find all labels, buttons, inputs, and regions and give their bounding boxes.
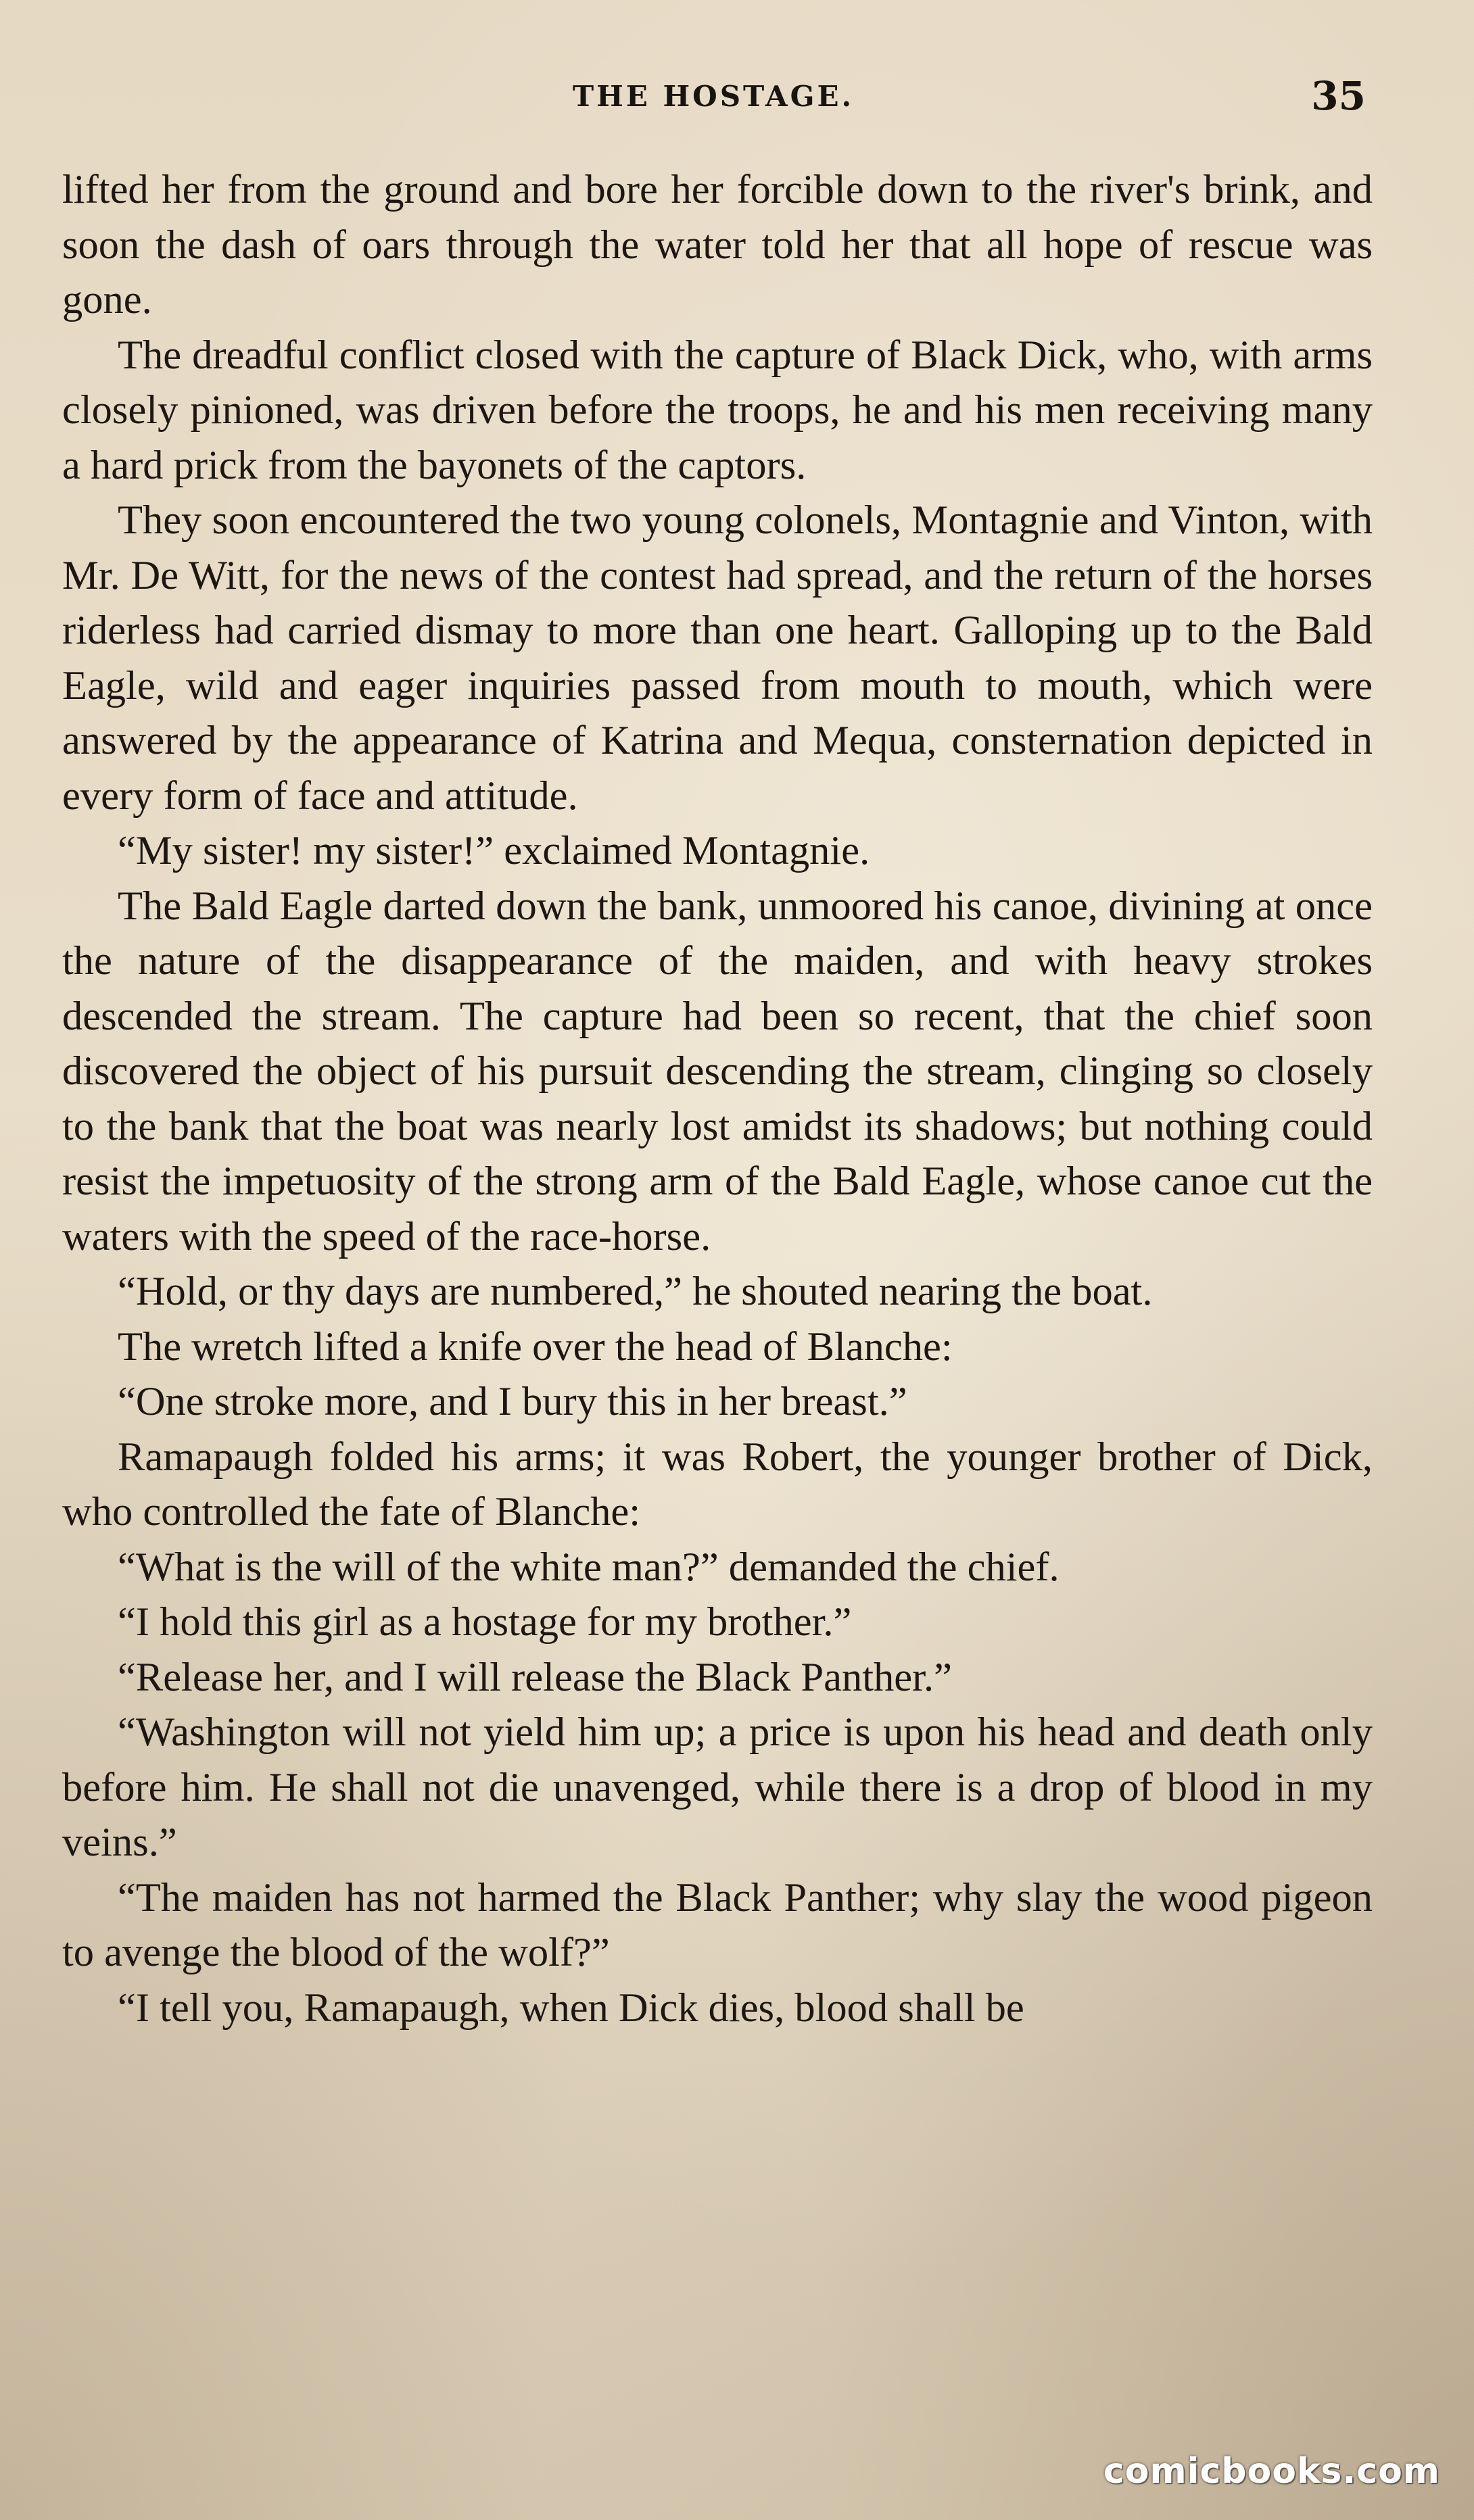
paragraph: “Release her, and I will release the Black Panther.”	[118, 1654, 952, 1700]
page-header	[61, 73, 1366, 120]
paragraph: “I hold this girl as a hostage for my brother.”	[118, 1599, 852, 1645]
paragraph: “Hold, or thy days are numbered,” he shouted nearing the boat.	[118, 1269, 1153, 1314]
body-text	[62, 162, 1373, 2035]
watermark: comicbooks.com	[1103, 2451, 1440, 2492]
paragraph: “The maiden has not harmed the Black Panther; why slay the wood pigeon to avenge the blood of the wolf?”	[62, 1874, 1373, 1975]
paragraph: “My sister! my sister!” exclaimed Montagnie.	[118, 828, 870, 873]
page-number: 35	[1311, 73, 1366, 119]
running-title: THE HOSTAGE.	[572, 80, 855, 113]
paragraph: The wretch lifted a knife over the head of Blanche:	[118, 1324, 953, 1370]
paragraph: They soon encountered the two young colonels, Montagnie and Vinton, with Mr. De Witt, for the news of the contest had spread, and the return of the horses riderless had carried dismay to more than one heart. Galloping up to the Bald Eagle, wild and eager inquiries passed from mouth to mouth, which were answered by the appearance of Katrina and Mequa, consternation depicted in every form of face and attitude.	[62, 498, 1373, 819]
paragraph: Ramapaugh folded his arms; it was Robert, the younger brother of Dick, who controlled the fate of Blanche:	[62, 1434, 1373, 1534]
paragraph: “Washington will not yield him up; a price is upon his head and death only before him. He shall not die unavenged, while there is a drop of blood in my veins.”	[62, 1710, 1373, 1865]
paragraph: “I tell you, Ramapaugh, when Dick dies, blood shall be	[118, 1985, 1024, 2031]
paragraph: The Bald Eagle darted down the bank, unmoored his canoe, divining at once the nature of the disappearance of the maiden, and with heavy strokes descended the stream. The capture had been so recent, that the chief soon discovered the object of his pursuit descending the stream, clinging so closely to the bank that the boat was nearly lost amidst its shadows; but nothing could resist the impetuosity of the strong arm of the Bald Eagle, whose canoe cut the waters with the speed of the race-horse.	[62, 883, 1373, 1259]
paragraph: “One stroke more, and I bury this in her breast.”	[118, 1379, 907, 1424]
paragraph: “What is the will of the white man?” demanded the chief.	[118, 1544, 1060, 1590]
paragraph: lifted her from the ground and bore her forcible down to the river's brink, and soon the dash of oars through the water told her that all hope of rescue was gone.	[62, 167, 1373, 322]
paragraph: The dreadful conflict closed with the capture of Black Dick, who, with arms closely pinioned, was driven before the troops, he and his men receiving many a hard prick from the bayonets of the captors.	[62, 332, 1373, 488]
